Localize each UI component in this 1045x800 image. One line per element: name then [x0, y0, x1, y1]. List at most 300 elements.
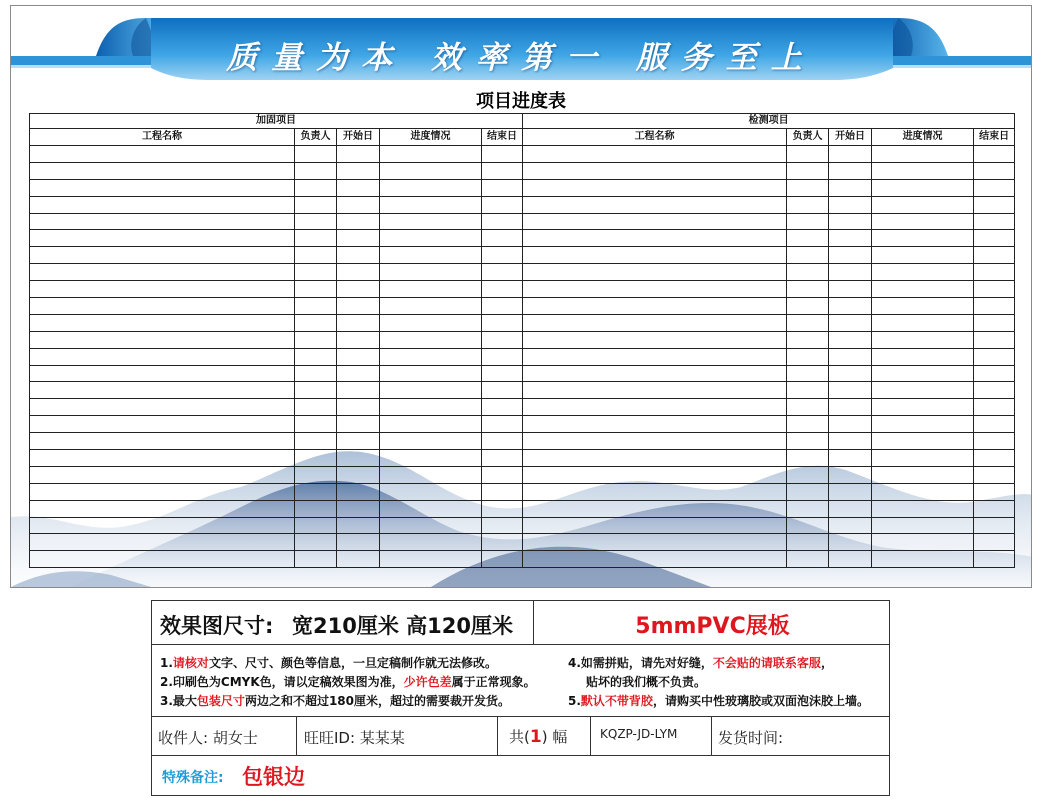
table-row [30, 450, 1015, 467]
table-cell [523, 196, 787, 213]
table-cell [337, 466, 380, 483]
table-cell [482, 230, 523, 247]
table-cell [30, 162, 295, 179]
table-cell [30, 179, 295, 196]
table-row [30, 247, 1015, 264]
table-cell [829, 483, 872, 500]
poster-board [10, 5, 1032, 588]
table-cell [30, 331, 295, 348]
table-cell [872, 450, 974, 467]
table-cell [872, 331, 974, 348]
table-cell [787, 500, 829, 517]
table-cell [829, 534, 872, 551]
table-body [30, 146, 1015, 568]
table-cell [295, 146, 337, 163]
table-cell [974, 399, 1015, 416]
table-cell [829, 466, 872, 483]
table-cell [295, 500, 337, 517]
table-cell [872, 146, 974, 163]
table-cell [829, 551, 872, 568]
table-cell [872, 500, 974, 517]
table-cell [974, 298, 1015, 315]
table-cell [787, 483, 829, 500]
table-cell [337, 534, 380, 551]
table-cell [523, 382, 787, 399]
table-cell [523, 517, 787, 534]
table-cell [787, 264, 829, 281]
table-cell [974, 213, 1015, 230]
table-cell [30, 264, 295, 281]
table-cell [380, 348, 482, 365]
table-cell [482, 365, 523, 382]
table-cell [787, 399, 829, 416]
table-cell [872, 213, 974, 230]
note-3: 3.最大包装尺寸两边之和不超过180厘米，超过的需要裁开发货。 [160, 694, 510, 708]
table-cell [295, 247, 337, 264]
table-cell [482, 196, 523, 213]
note-4-continued: 贴坏的我们概不负责。 [586, 675, 707, 689]
table-cell [482, 213, 523, 230]
table-cell [787, 365, 829, 382]
spec-box [151, 600, 890, 796]
divider [533, 601, 534, 644]
table-cell [787, 213, 829, 230]
table-cell [829, 331, 872, 348]
table-cell [295, 314, 337, 331]
special-note-label: 特殊备注: [162, 770, 224, 786]
table-cell [974, 247, 1015, 264]
col-header-progress: 进度情况 [872, 129, 974, 146]
table-cell [482, 483, 523, 500]
table-cell [872, 314, 974, 331]
group-header-inspection: 检测项目 [523, 114, 1015, 129]
table-cell [295, 196, 337, 213]
table-cell [872, 264, 974, 281]
table-cell [829, 146, 872, 163]
table-cell [974, 179, 1015, 196]
table-cell [523, 281, 787, 298]
table-cell [523, 399, 787, 416]
table-cell [30, 213, 295, 230]
table-cell [829, 162, 872, 179]
table-cell [523, 331, 787, 348]
table-cell [523, 213, 787, 230]
note-2: 2.印刷色为CMYK色，请以定稿效果图为准，少许色差属于正常现象。 [160, 675, 536, 689]
table-cell [380, 162, 482, 179]
table-cell [829, 213, 872, 230]
table-cell [974, 534, 1015, 551]
table-cell [523, 450, 787, 467]
table-cell [829, 382, 872, 399]
table-cell [974, 416, 1015, 433]
table-cell [337, 331, 380, 348]
table-cell [872, 517, 974, 534]
table-cell [30, 281, 295, 298]
table-cell [829, 399, 872, 416]
table-cell [974, 230, 1015, 247]
progress-table [29, 113, 1015, 568]
table-cell [380, 399, 482, 416]
table-cell [482, 450, 523, 467]
table-cell [872, 433, 974, 450]
table-cell [523, 314, 787, 331]
quantity: 共(1) 幅 [509, 727, 568, 747]
table-cell [337, 399, 380, 416]
table-cell [523, 551, 787, 568]
note-4: 4.如需拼贴，请先对好缝，不会贴的请联系客服， [568, 656, 833, 670]
table-cell [872, 179, 974, 196]
table-cell [337, 314, 380, 331]
table-cell [974, 281, 1015, 298]
table-cell [295, 298, 337, 315]
table-cell [295, 450, 337, 467]
table-cell [787, 314, 829, 331]
table-cell [482, 146, 523, 163]
table-cell [337, 433, 380, 450]
table-cell [30, 146, 295, 163]
table-cell [337, 348, 380, 365]
table-cell [787, 281, 829, 298]
table-cell [829, 450, 872, 467]
table-cell [872, 281, 974, 298]
table-cell [829, 433, 872, 450]
table-cell [829, 348, 872, 365]
table-cell [974, 551, 1015, 568]
table-cell [295, 433, 337, 450]
table-row [30, 298, 1015, 315]
col-header-end-date: 结束日 [482, 129, 523, 146]
table-cell [30, 348, 295, 365]
table-cell [523, 483, 787, 500]
table-cell [380, 298, 482, 315]
table-cell [295, 281, 337, 298]
table-cell [380, 196, 482, 213]
table-row [30, 483, 1015, 500]
divider [497, 716, 498, 755]
table-row [30, 382, 1015, 399]
table-row [30, 281, 1015, 298]
table-cell [829, 247, 872, 264]
table-cell [30, 365, 295, 382]
table-cell [787, 179, 829, 196]
table-row [30, 179, 1015, 196]
table-cell [482, 399, 523, 416]
table-cell [872, 365, 974, 382]
table-cell [787, 551, 829, 568]
col-header-progress: 进度情况 [380, 129, 482, 146]
table-row [30, 196, 1015, 213]
quantity-number: 1 [529, 727, 542, 747]
table-row [30, 314, 1015, 331]
table-cell [872, 382, 974, 399]
col-header-end-date: 结束日 [974, 129, 1015, 146]
table-cell [787, 416, 829, 433]
table-cell [380, 534, 482, 551]
table-cell [974, 331, 1015, 348]
table-cell [974, 500, 1015, 517]
table-cell [380, 416, 482, 433]
table-cell [523, 433, 787, 450]
table-row [30, 534, 1015, 551]
col-header-start-date: 开始日 [337, 129, 380, 146]
table-row [30, 146, 1015, 163]
table-cell [380, 365, 482, 382]
table-cell [30, 196, 295, 213]
table-cell [872, 230, 974, 247]
table-cell [974, 365, 1015, 382]
table-cell [337, 500, 380, 517]
col-header-project-name: 工程名称 [30, 129, 295, 146]
table-row [30, 331, 1015, 348]
table-cell [523, 534, 787, 551]
table-cell [523, 298, 787, 315]
table-cell [829, 264, 872, 281]
table-cell [829, 298, 872, 315]
table-cell [872, 466, 974, 483]
table-cell [974, 483, 1015, 500]
table-cell [787, 146, 829, 163]
table-cell [295, 399, 337, 416]
table-cell [787, 247, 829, 264]
table-cell [829, 179, 872, 196]
table-cell [829, 314, 872, 331]
table-cell [380, 179, 482, 196]
table-cell [872, 534, 974, 551]
table-cell [787, 534, 829, 551]
table-cell [295, 517, 337, 534]
table-cell [787, 450, 829, 467]
table-cell [787, 331, 829, 348]
table-cell [872, 483, 974, 500]
table-cell [295, 162, 337, 179]
table-cell [974, 433, 1015, 450]
table-cell [787, 517, 829, 534]
col-header-owner: 负责人 [787, 129, 829, 146]
table-cell [337, 264, 380, 281]
table-cell [30, 247, 295, 264]
table-cell [337, 382, 380, 399]
table-row [30, 348, 1015, 365]
table-cell [482, 466, 523, 483]
table-cell [482, 517, 523, 534]
table-cell [380, 500, 482, 517]
table-cell [482, 281, 523, 298]
table-cell [337, 230, 380, 247]
table-cell [380, 247, 482, 264]
table-cell [523, 146, 787, 163]
table-cell [872, 348, 974, 365]
table-row [30, 500, 1015, 517]
table-cell [337, 196, 380, 213]
table-cell [295, 534, 337, 551]
table-cell [30, 534, 295, 551]
table-cell [380, 433, 482, 450]
divider [590, 716, 591, 755]
table-cell [872, 247, 974, 264]
table-row [30, 365, 1015, 382]
table-cell [974, 146, 1015, 163]
table-cell [787, 466, 829, 483]
table-cell [482, 247, 523, 264]
table-cell [337, 551, 380, 568]
table-cell [380, 382, 482, 399]
table-cell [30, 298, 295, 315]
table-cell [787, 348, 829, 365]
table-cell [30, 483, 295, 500]
table-cell [337, 247, 380, 264]
table-cell [380, 213, 482, 230]
table-cell [482, 551, 523, 568]
table-cell [787, 298, 829, 315]
table-cell [974, 450, 1015, 467]
table-cell [787, 196, 829, 213]
col-header-start-date: 开始日 [829, 129, 872, 146]
table-cell [380, 466, 482, 483]
table-cell [30, 466, 295, 483]
table-cell [523, 365, 787, 382]
table-cell [829, 500, 872, 517]
table-cell [380, 450, 482, 467]
table-cell [295, 466, 337, 483]
table-cell [380, 264, 482, 281]
table-cell [829, 517, 872, 534]
wangwang-id: 旺旺ID: 某某某 [304, 729, 405, 747]
table-cell [974, 196, 1015, 213]
table-cell [30, 382, 295, 399]
col-header-owner: 负责人 [295, 129, 337, 146]
table-cell [30, 500, 295, 517]
table-cell [482, 416, 523, 433]
table-cell [337, 162, 380, 179]
table-cell [337, 450, 380, 467]
table-cell [523, 162, 787, 179]
table-row [30, 213, 1015, 230]
table-row [30, 264, 1015, 281]
special-note-value: 包银边 [242, 765, 305, 789]
table-cell [295, 348, 337, 365]
table-row [30, 230, 1015, 247]
table-cell [337, 365, 380, 382]
table-cell [482, 500, 523, 517]
material-label: 5mmPVC展板 [635, 614, 790, 639]
note-5: 5.默认不带背胶，请购买中性玻璃胶或双面泡沫胶上墙。 [568, 694, 869, 708]
table-cell [30, 399, 295, 416]
table-cell [337, 213, 380, 230]
ship-time: 发货时间: [718, 729, 784, 747]
table-cell [337, 416, 380, 433]
table-cell [380, 517, 482, 534]
table-cell [337, 483, 380, 500]
divider [711, 716, 712, 755]
recipient: 收件人: 胡女士 [158, 729, 258, 747]
table-cell [337, 298, 380, 315]
group-header-reinforcement: 加固项目 [30, 114, 523, 129]
table-cell [482, 264, 523, 281]
divider [152, 644, 889, 645]
table-cell [872, 399, 974, 416]
table-cell [295, 179, 337, 196]
divider [152, 755, 889, 756]
table-cell [482, 534, 523, 551]
table-cell [482, 179, 523, 196]
table-cell [295, 365, 337, 382]
table-row [30, 551, 1015, 568]
table-cell [974, 162, 1015, 179]
table-cell [829, 281, 872, 298]
table-cell [974, 382, 1015, 399]
divider [296, 716, 297, 755]
table-cell [523, 466, 787, 483]
table-cell [337, 517, 380, 534]
divider [152, 716, 889, 717]
table-cell [295, 416, 337, 433]
note-1: 1.请核对文字、尺寸、颜色等信息，一旦定稿制作就无法修改。 [160, 656, 497, 670]
table-row [30, 433, 1015, 450]
page-title: 项目进度表 [476, 91, 566, 112]
table-cell [872, 162, 974, 179]
table-cell [295, 264, 337, 281]
table-cell [295, 331, 337, 348]
table-cell [30, 433, 295, 450]
table-cell [482, 314, 523, 331]
table-cell [872, 416, 974, 433]
table-cell [523, 500, 787, 517]
table-cell [380, 551, 482, 568]
table-cell [787, 382, 829, 399]
table-cell [974, 314, 1015, 331]
table-cell [974, 517, 1015, 534]
table-cell [829, 416, 872, 433]
table-cell [482, 331, 523, 348]
table-cell [30, 551, 295, 568]
table-cell [974, 264, 1015, 281]
table-row [30, 162, 1015, 179]
table-cell [482, 348, 523, 365]
size-value: 宽210厘米 高120厘米 [292, 614, 513, 638]
table-cell [30, 517, 295, 534]
table-row [30, 466, 1015, 483]
table-row [30, 416, 1015, 433]
table-cell [523, 179, 787, 196]
product-code: KQZP-JD-LYM [600, 727, 678, 741]
table-cell [872, 298, 974, 315]
table-cell [30, 450, 295, 467]
table-row [30, 399, 1015, 416]
table-cell [295, 551, 337, 568]
table-cell [380, 314, 482, 331]
table-cell [523, 247, 787, 264]
col-header-project-name: 工程名称 [523, 129, 787, 146]
table-cell [380, 146, 482, 163]
table-cell [872, 196, 974, 213]
table-cell [523, 230, 787, 247]
table-cell [295, 483, 337, 500]
table-cell [523, 264, 787, 281]
table-cell [295, 230, 337, 247]
table-cell [787, 433, 829, 450]
table-cell [30, 416, 295, 433]
size-label: 效果图尺寸: [160, 614, 274, 638]
table-cell [829, 365, 872, 382]
table-cell [380, 331, 482, 348]
table-cell [295, 382, 337, 399]
table-cell [337, 179, 380, 196]
table-cell [829, 196, 872, 213]
table-cell [787, 230, 829, 247]
table-cell [523, 348, 787, 365]
table-cell [523, 416, 787, 433]
table-cell [380, 230, 482, 247]
